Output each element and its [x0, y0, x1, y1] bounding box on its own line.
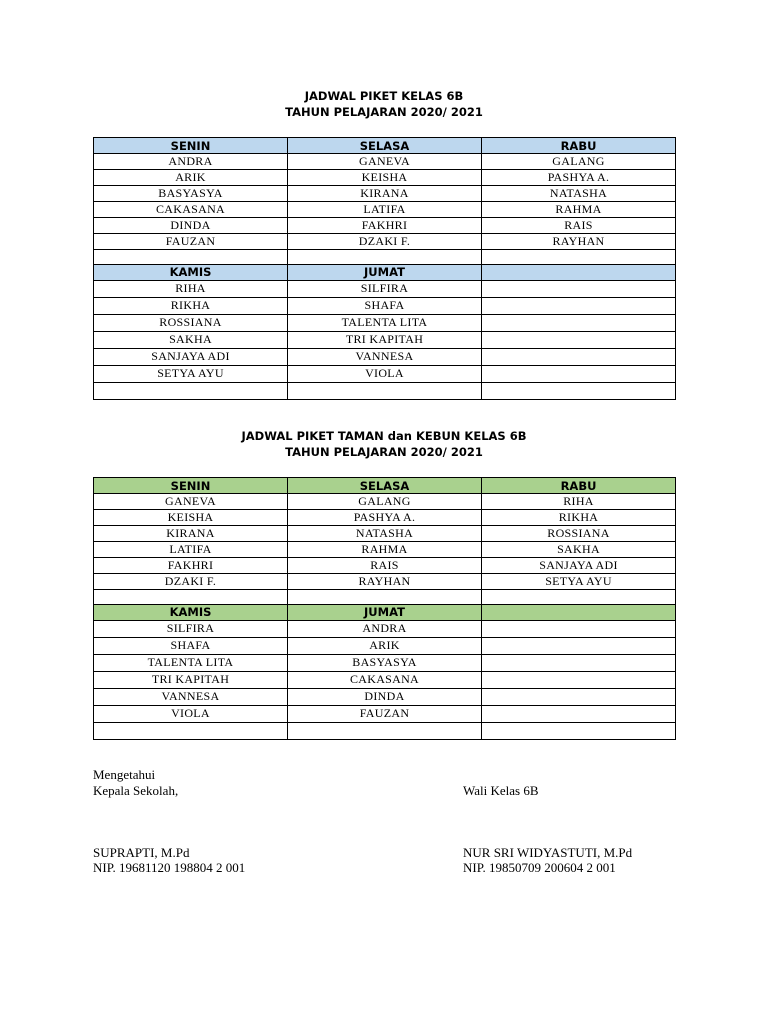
table-row — [94, 574, 676, 590]
table-cell: TALENTA LITA — [288, 314, 482, 331]
homeroom-teacher-nip: NIP. 19850709 200604 2 001 — [463, 860, 616, 875]
table-row — [94, 688, 676, 705]
table-cell: FAKHRI — [94, 558, 288, 574]
table-cell: DINDA — [288, 688, 482, 705]
table-cell: NATASHA — [288, 526, 482, 542]
table-cell: TRI KAPITAH — [94, 671, 288, 688]
table-cell: SETYA AYU — [482, 574, 676, 590]
column-header: SENIN — [94, 478, 288, 494]
table-row — [94, 218, 676, 234]
table-cell: KIRANA — [288, 186, 482, 202]
table-cell: DZAKI F. — [94, 574, 288, 590]
table-cell — [482, 722, 676, 739]
table-row — [94, 526, 676, 542]
table-cell: FAUZAN — [94, 234, 288, 250]
table-row — [94, 705, 676, 722]
table-cell — [482, 654, 676, 671]
table-cell — [94, 722, 288, 739]
table-cell: SETYA AYU — [94, 365, 288, 382]
table-row — [94, 314, 676, 331]
table-cell — [288, 250, 482, 265]
table-cell — [482, 705, 676, 722]
table-cell: KEISHA — [288, 170, 482, 186]
table-cell — [482, 250, 676, 265]
table-cell: SAKHA — [482, 542, 676, 558]
schedule1-title — [0, 88, 768, 120]
table-cell — [482, 637, 676, 654]
table-cell: SANJAYA ADI — [482, 558, 676, 574]
table-cell: SHAFA — [94, 637, 288, 654]
table-row — [94, 250, 676, 265]
table-cell: RAHMA — [288, 542, 482, 558]
principal-name: SUPRAPTI, M.Pd — [93, 845, 190, 860]
table-cell: RAYHAN — [288, 574, 482, 590]
table-cell: GALANG — [482, 154, 676, 170]
column-header: SENIN — [94, 138, 288, 154]
table-cell: TRI KAPITAH — [288, 331, 482, 348]
schedule2-title-line2: TAHUN PELAJARAN 2020/ 2021 — [285, 445, 483, 459]
table-cell — [482, 688, 676, 705]
table-cell: LATIFA — [94, 542, 288, 558]
table-cell: RIKHA — [94, 297, 288, 314]
table-cell — [94, 250, 288, 265]
table-cell: BASYASYA — [288, 654, 482, 671]
table-cell — [482, 280, 676, 297]
table-cell: ANDRA — [288, 620, 482, 637]
table-cell — [482, 620, 676, 637]
footer-acknowledged: Mengetahui — [93, 767, 156, 782]
table-row — [94, 542, 676, 558]
table-cell — [482, 590, 676, 605]
table-cell: PASHYA A. — [482, 170, 676, 186]
column-header: JUMAT — [288, 264, 482, 280]
table-cell: VIOLA — [94, 705, 288, 722]
principal-nip: NIP. 19681120 198804 2 001 — [93, 860, 246, 875]
table-cell: SAKHA — [94, 331, 288, 348]
table-cell: RIHA — [94, 280, 288, 297]
table-cell: RAHMA — [482, 202, 676, 218]
table-cell: SANJAYA ADI — [94, 348, 288, 365]
column-header: JUMAT — [288, 604, 482, 620]
table-row — [94, 297, 676, 314]
table-cell — [482, 671, 676, 688]
header-row — [94, 264, 676, 280]
footer-homeroom-title: Wali Kelas 6B — [463, 783, 539, 798]
table-row — [94, 186, 676, 202]
table-cell: SILFIRA — [94, 620, 288, 637]
table-cell: RAIS — [288, 558, 482, 574]
column-header: KAMIS — [94, 604, 288, 620]
schedule2-title — [0, 428, 768, 460]
table-row — [94, 280, 676, 297]
table-cell — [482, 382, 676, 399]
table-cell: VANNESA — [94, 688, 288, 705]
table-cell — [482, 331, 676, 348]
table-cell — [288, 722, 482, 739]
table-cell: RAYHAN — [482, 234, 676, 250]
table-cell — [94, 382, 288, 399]
table-cell: VIOLA — [288, 365, 482, 382]
table-cell: RIHA — [482, 494, 676, 510]
table-cell: KEISHA — [94, 510, 288, 526]
table-cell: LATIFA — [288, 202, 482, 218]
column-header: KAMIS — [94, 264, 288, 280]
table-cell: FAUZAN — [288, 705, 482, 722]
table-row — [94, 494, 676, 510]
table-row — [94, 590, 676, 605]
table-row — [94, 558, 676, 574]
column-header: SELASA — [288, 478, 482, 494]
table-cell: CAKASANA — [94, 202, 288, 218]
table-cell — [482, 314, 676, 331]
header-row — [94, 604, 676, 620]
table-cell: GALANG — [288, 494, 482, 510]
table-cell: KIRANA — [94, 526, 288, 542]
table-cell — [288, 590, 482, 605]
table-row — [94, 620, 676, 637]
schedule1-table — [93, 137, 676, 400]
table-cell: SILFIRA — [288, 280, 482, 297]
table-cell: GANEVA — [288, 154, 482, 170]
table-cell — [94, 590, 288, 605]
table-cell: ROSSIANA — [94, 314, 288, 331]
table-row — [94, 637, 676, 654]
schedule2-title-line1: JADWAL PIKET TAMAN dan KEBUN KELAS 6B — [241, 429, 527, 443]
table-cell — [288, 382, 482, 399]
table-cell: TALENTA LITA — [94, 654, 288, 671]
header-row — [94, 138, 676, 154]
table-row — [94, 671, 676, 688]
column-header — [482, 264, 676, 280]
table-row — [94, 154, 676, 170]
column-header: RABU — [482, 478, 676, 494]
table-cell: SHAFA — [288, 297, 482, 314]
table-cell: PASHYA A. — [288, 510, 482, 526]
table-row — [94, 348, 676, 365]
footer-principal-title: Kepala Sekolah, — [93, 783, 179, 798]
header-row — [94, 478, 676, 494]
column-header — [482, 604, 676, 620]
table-row — [94, 170, 676, 186]
table-cell — [482, 365, 676, 382]
table-cell: DINDA — [94, 218, 288, 234]
table-cell: FAKHRI — [288, 218, 482, 234]
schedule1-title-line2: TAHUN PELAJARAN 2020/ 2021 — [285, 105, 483, 119]
table-cell: RAIS — [482, 218, 676, 234]
table-cell: DZAKI F. — [288, 234, 482, 250]
column-header: SELASA — [288, 138, 482, 154]
table-row — [94, 654, 676, 671]
table-cell: RIKHA — [482, 510, 676, 526]
table-row — [94, 382, 676, 399]
table-cell: NATASHA — [482, 186, 676, 202]
table-row — [94, 331, 676, 348]
table-cell: ANDRA — [94, 154, 288, 170]
table-cell: ARIK — [288, 637, 482, 654]
table-cell: BASYASYA — [94, 186, 288, 202]
homeroom-teacher-name: NUR SRI WIDYASTUTI, M.Pd — [463, 845, 633, 860]
table-cell: GANEVA — [94, 494, 288, 510]
table-row — [94, 202, 676, 218]
table-row — [94, 510, 676, 526]
table-cell: VANNESA — [288, 348, 482, 365]
table-row — [94, 722, 676, 739]
table-cell: ROSSIANA — [482, 526, 676, 542]
table-row — [94, 234, 676, 250]
schedule2-table — [93, 477, 676, 740]
table-cell: CAKASANA — [288, 671, 482, 688]
column-header: RABU — [482, 138, 676, 154]
table-cell: ARIK — [94, 170, 288, 186]
schedule1-title-line1: JADWAL PIKET KELAS 6B — [304, 89, 464, 103]
table-cell — [482, 348, 676, 365]
table-row — [94, 365, 676, 382]
table-cell — [482, 297, 676, 314]
